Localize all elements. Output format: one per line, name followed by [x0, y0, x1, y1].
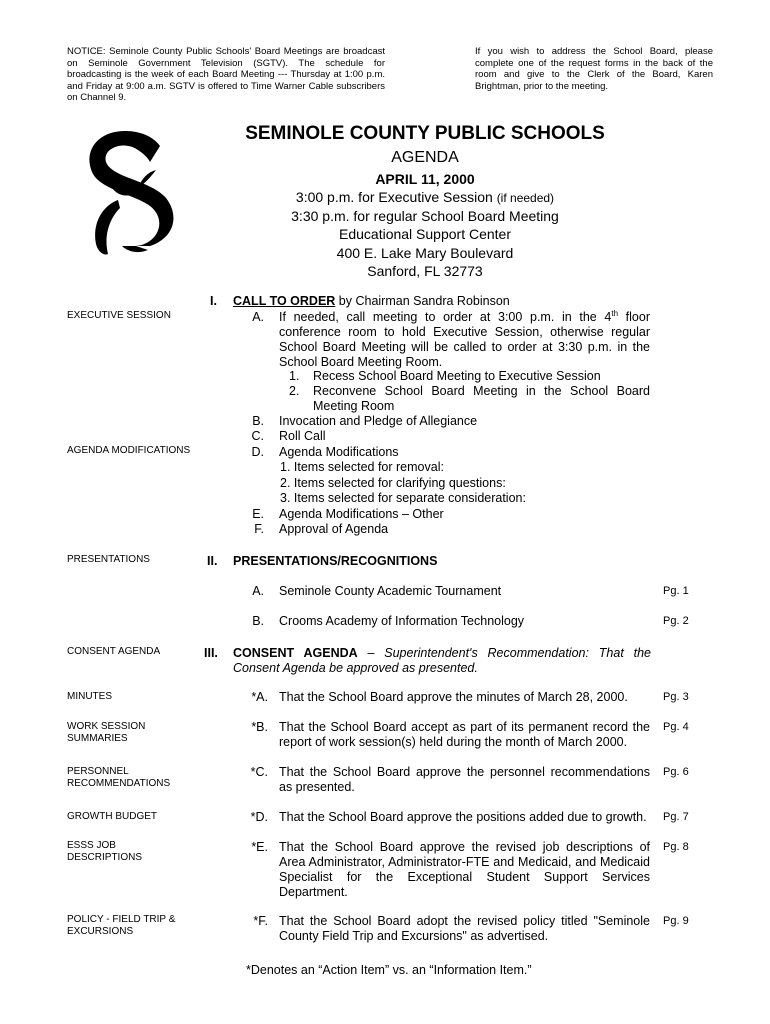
- meeting-address: 400 E. Lake Mary Boulevard: [336, 245, 514, 261]
- page-title: SEMINOLE COUNTY PUBLIC SCHOOLS: [245, 123, 605, 144]
- regular-meeting-time: 3:30 p.m. for regular School Board Meeting: [291, 208, 559, 224]
- item-1a2-num: 2.: [289, 384, 300, 398]
- side-label-personnel: PERSONNEL RECOMMENDATIONS: [67, 766, 171, 789]
- consent-item-e-text: That the School Board approve the revised job descriptions of Area Administrator, Administrator-FTE and Medicaid, and Medicaid Specialist for the Exceptional Student Support Services Department.: [279, 840, 650, 899]
- item-1d-text: Agenda Modifications: [279, 445, 399, 459]
- executive-session-time: [200, 189, 650, 205]
- broadcast-notice: NOTICE: Seminole County Public Schools' Board Meetings are broadcast on Seminole Government Television (SGTV). The schedule for broadcasting is the week of each Board Meeting --- Thursday at 1:00 p.m. and Friday at 9:00 a.m. SGTV is offered to Time Warner Cable subscribers on Channel 9.: [67, 46, 385, 103]
- item-1a-text-part2: floor conference room to hold Executive Session, otherwise regular School Board Meeting will be called to order at 3:30 p.m. in the School Board Meeting Room.: [279, 310, 650, 369]
- item-1a-letter: A.: [252, 310, 264, 324]
- side-label-esss: ESSS JOB DESCRIPTIONS: [67, 840, 143, 863]
- consent-item-c-letter: *C.: [250, 765, 268, 779]
- meeting-location: Educational Support Center: [339, 226, 511, 242]
- item-1a2-text: Reconvene School Board Meeting in the School Board Meeting Room: [313, 384, 650, 413]
- executive-session-note: (if needed): [496, 191, 555, 205]
- consent-item-c-text: That the School Board approve the personnel recommendations as presented.: [279, 765, 650, 794]
- consent-agenda-dash: –: [357, 646, 385, 660]
- consent-agenda-heading: CONSENT AGENDA: [233, 646, 358, 660]
- section-3-heading: [233, 646, 651, 676]
- item-1a-text-part1: If needed, call meeting to order at 3:00 p.m. in the 4: [279, 310, 612, 324]
- consent-item-a-text: That the School Board approve the minutes of March 28, 2000.: [279, 690, 628, 704]
- item-2b-letter: B.: [252, 614, 264, 628]
- item-1d2-text: 2. Items selected for clarifying questions:: [280, 476, 506, 490]
- item-2b-text: Crooms Academy of Information Technology: [279, 614, 525, 628]
- meeting-city: Sanford, FL 32773: [367, 263, 483, 279]
- item-1b-letter: B.: [252, 414, 264, 428]
- consent-item-f-page: Pg. 9: [663, 915, 689, 927]
- address-board-notice: If you wish to address the School Board, please complete one of the request forms in the back of the room and give to the Clerk of the Board, Karen Brightman, prior to the meeting.: [475, 46, 713, 92]
- item-1e-letter: E.: [252, 507, 264, 521]
- page-subtitle: AGENDA: [391, 149, 459, 166]
- consent-item-a-letter: *A.: [251, 690, 268, 704]
- consent-item-e-letter: *E.: [251, 840, 268, 854]
- item-2b-page: Pg. 2: [663, 615, 689, 627]
- section-1-heading: [233, 294, 653, 309]
- item-2a-text: Seminole County Academic Tournament: [279, 584, 502, 598]
- meeting-date: APRIL 11, 2000: [375, 171, 475, 187]
- side-label-policy: POLICY - FIELD TRIP & EXCURSIONS: [67, 914, 176, 937]
- item-2a-letter: A.: [252, 584, 264, 598]
- item-1a1-text: Recess School Board Meeting to Executive Session: [313, 369, 601, 383]
- consent-item-d-page: Pg. 7: [663, 811, 689, 823]
- consent-item-d-letter: *D.: [250, 810, 268, 824]
- consent-item-a-page: Pg. 3: [663, 691, 689, 703]
- side-label-executive: EXECUTIVE SESSION: [67, 310, 171, 321]
- executive-session-time-text: 3:00 p.m. for Executive Session: [295, 189, 493, 205]
- item-1d1-text: 1. Items selected for removal:: [280, 460, 444, 474]
- action-item-footnote: *Denotes an “Action Item” vs. an “Information Item.”: [246, 963, 532, 977]
- side-label-minutes: MINUTES: [67, 691, 112, 702]
- side-label-consent: CONSENT AGENDA: [67, 646, 161, 657]
- side-label-growth: GROWTH BUDGET: [67, 811, 157, 822]
- item-1c-text: Roll Call: [279, 429, 326, 443]
- call-to-order-heading: CALL TO ORDER: [233, 294, 336, 308]
- item-2a-page: Pg. 1: [663, 585, 689, 597]
- item-1c-letter: C.: [251, 429, 264, 443]
- item-1d-letter: D.: [251, 445, 264, 459]
- consent-item-b-text: That the School Board accept as part of its permanent record the report of work session(s) held during the month of March 2000.: [279, 720, 650, 749]
- call-to-order-chair: by Chairman Sandra Robinson: [335, 294, 510, 308]
- item-1a-sup: th: [611, 308, 619, 318]
- consent-item-b-letter: *B.: [251, 720, 268, 734]
- consent-item-b-page: Pg. 4: [663, 721, 689, 733]
- section-2-numeral: II.: [207, 554, 218, 568]
- consent-item-c-page: Pg. 6: [663, 766, 689, 778]
- consent-item-d-text: That the School Board approve the positions added due to growth.: [279, 810, 647, 824]
- item-1f-letter: F.: [254, 522, 264, 536]
- section-2-heading: PRESENTATIONS/RECOGNITIONS: [233, 554, 438, 568]
- section-1-numeral: I.: [210, 294, 217, 308]
- item-1e-text: Agenda Modifications – Other: [279, 507, 444, 521]
- item-1a-text: [279, 310, 650, 370]
- side-label-agenda-mod: AGENDA MODIFICATIONS: [67, 445, 191, 456]
- section-3-numeral: III.: [204, 646, 218, 660]
- consent-item-f-text: That the School Board adopt the revised policy titled "Seminole County Field Trip and Excursions" as advertised.: [279, 914, 650, 943]
- item-1f-text: Approval of Agenda: [279, 522, 389, 536]
- superintendent-recommendation: Superintendent's Recommendation: That the Consent Agenda be approved as presented.: [233, 646, 651, 675]
- seminole-s-apple-logo: [78, 128, 182, 258]
- consent-item-e-page: Pg. 8: [663, 841, 689, 853]
- side-label-work-session: WORK SESSION SUMMARIES: [67, 721, 146, 744]
- item-1a1-num: 1.: [289, 369, 300, 383]
- consent-item-f-letter: *F.: [253, 914, 268, 928]
- item-1d3-text: 3. Items selected for separate consideration:: [280, 491, 526, 505]
- item-1b-text: Invocation and Pledge of Allegiance: [279, 414, 478, 428]
- side-label-presentations: PRESENTATIONS: [67, 554, 150, 565]
